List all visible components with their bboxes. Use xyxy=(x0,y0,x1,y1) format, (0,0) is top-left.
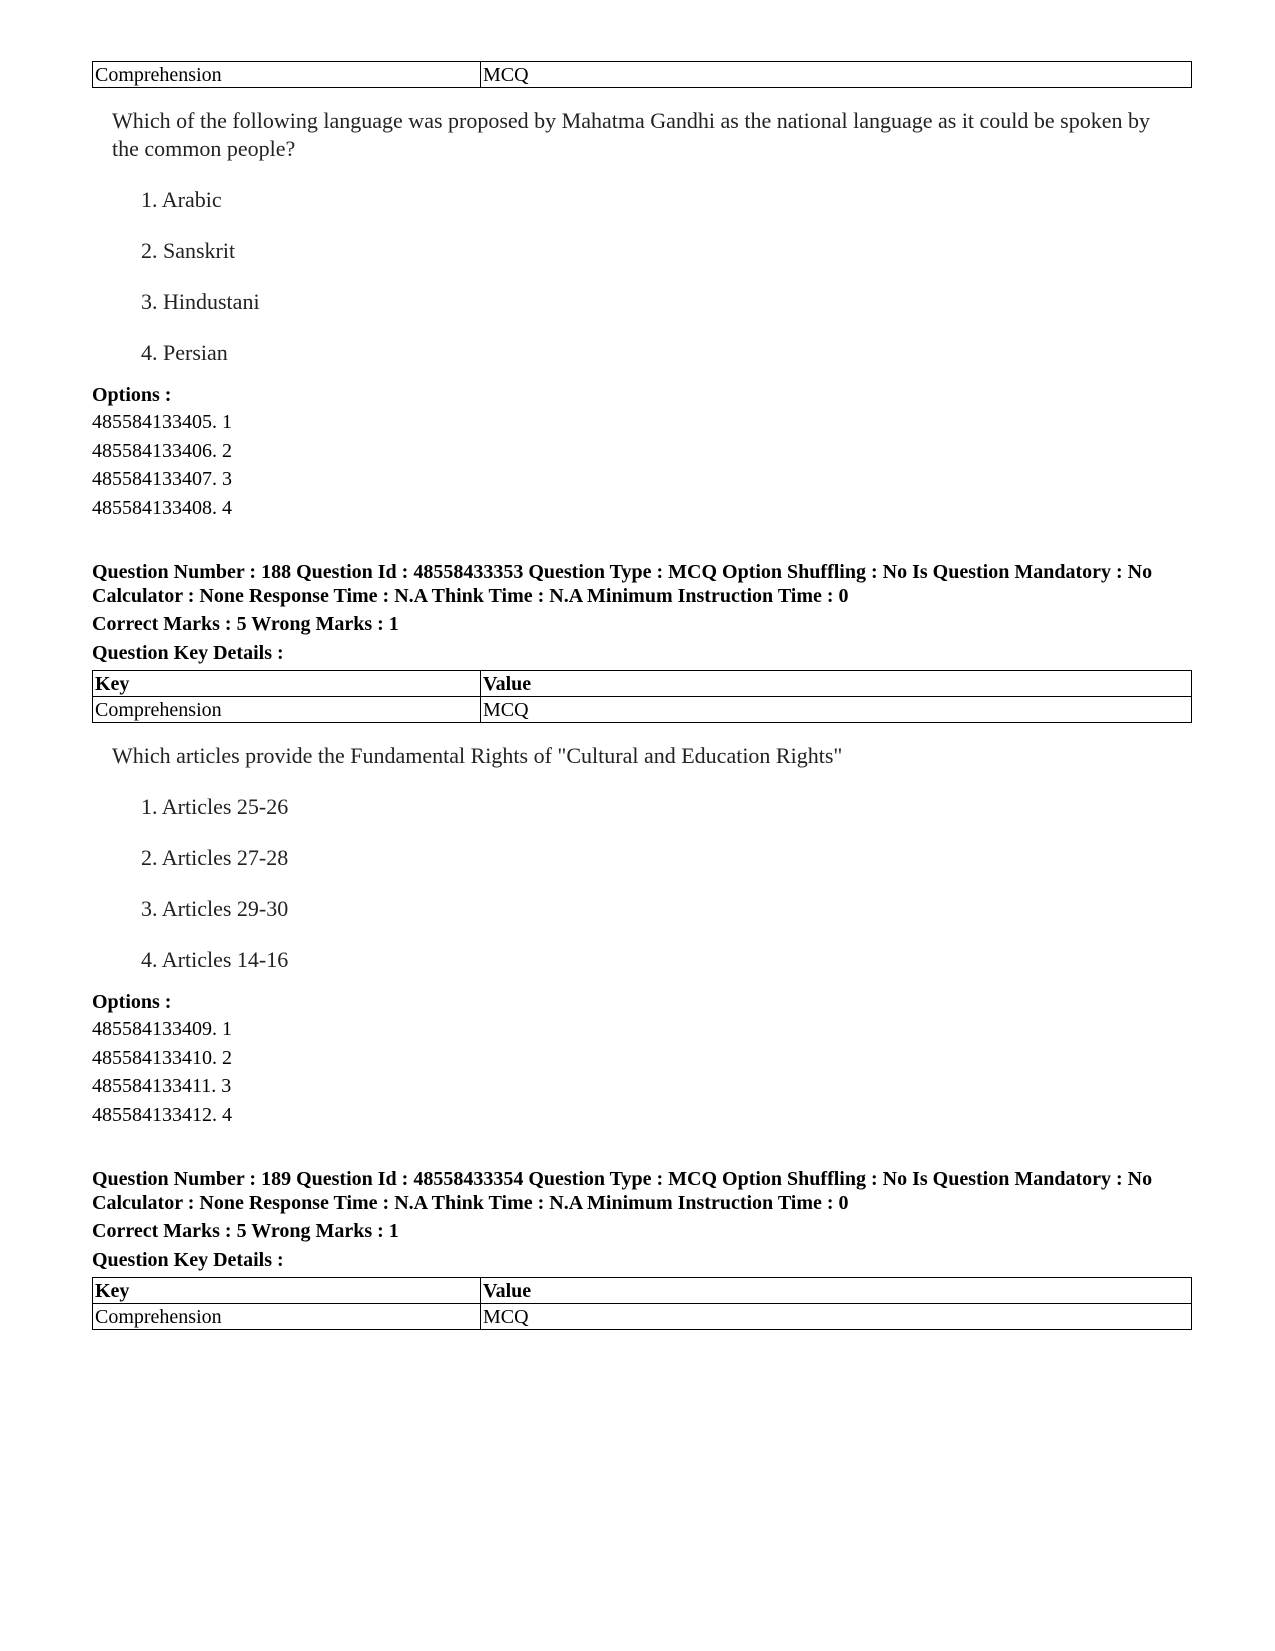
q187-options-title: Options : xyxy=(92,384,172,406)
q187-key-table xyxy=(92,61,1192,88)
table-row xyxy=(93,1304,1192,1330)
value-header: Value xyxy=(481,1278,1192,1304)
key-header: Key xyxy=(93,1278,481,1304)
q188-choice-list xyxy=(92,793,1192,974)
q188-choice-1: 1. Articles 25-26 xyxy=(141,794,289,819)
table-row xyxy=(93,697,1192,723)
value-header: Value xyxy=(481,671,1192,697)
q188-choice-4: 4. Articles 14-16 xyxy=(141,947,289,972)
q188-options-title: Options : xyxy=(92,991,172,1013)
key-header: Key xyxy=(93,671,481,697)
table-row xyxy=(93,62,1192,88)
value-cell: MCQ xyxy=(481,697,1192,723)
q188-option-4: 485584133412. 4 xyxy=(92,1103,232,1126)
q187-choice-2: 2. Sanskrit xyxy=(141,238,236,263)
q187-option-4: 485584133408. 4 xyxy=(92,496,232,519)
q188-choice-2: 2. Articles 27-28 xyxy=(141,845,289,870)
q187-question-text: Which of the following language was proposed by Mahatma Gandhi as the national language as it could be spoken by the common people? xyxy=(112,108,1151,161)
key-cell: Comprehension xyxy=(93,62,481,88)
value-cell: MCQ xyxy=(481,62,1192,88)
table-header-row xyxy=(93,671,1192,697)
q188-question-text: Which articles provide the Fundamental Rights of "Cultural and Education Rights" xyxy=(112,743,843,768)
q187-choice-4: 4. Persian xyxy=(141,340,228,365)
q188-choice-3: 3. Articles 29-30 xyxy=(141,896,289,921)
q189-marks: Correct Marks : 5 Wrong Marks : 1 xyxy=(92,1220,399,1242)
table-header-row xyxy=(93,1278,1192,1304)
key-cell: Comprehension xyxy=(93,697,481,723)
q188-marks: Correct Marks : 5 Wrong Marks : 1 xyxy=(92,613,399,635)
q187-option-2: 485584133406. 2 xyxy=(92,439,232,462)
q188-option-2: 485584133410. 2 xyxy=(92,1046,232,1069)
key-cell: Comprehension xyxy=(93,1304,481,1330)
q187-choice-list xyxy=(92,186,1192,367)
q187-choice-1: 1. Arabic xyxy=(141,187,222,212)
q188-options-list xyxy=(92,1015,1192,1129)
q189-key-details-title: Question Key Details : xyxy=(92,1248,284,1271)
q189-key-table xyxy=(92,1277,1192,1330)
q187-option-3: 485584133407. 3 xyxy=(92,468,232,490)
q187-choice-3: 3. Hindustani xyxy=(141,289,260,314)
q187-options-list xyxy=(92,408,1192,522)
q188-meta: Question Number : 188 Question Id : 48558433353 Question Type : MCQ Option Shuffling : No Is Question Mandatory : No Calculator : None Response Time : N.A Think Time : N.A Minimum Instruction Time : 0 xyxy=(92,561,1153,607)
q188-option-1: 485584133409. 1 xyxy=(92,1018,232,1040)
q188-key-details-title: Question Key Details : xyxy=(92,641,284,664)
value-cell: MCQ xyxy=(481,1304,1192,1330)
q189-meta: Question Number : 189 Question Id : 48558433354 Question Type : MCQ Option Shuffling : No Is Question Mandatory : No Calculator : None Response Time : N.A Think Time : N.A Minimum Instruction Time : 0 xyxy=(92,1168,1153,1214)
q187-option-1: 485584133405. 1 xyxy=(92,411,232,433)
q188-option-3: 485584133411. 3 xyxy=(92,1075,232,1097)
document-page xyxy=(92,61,1192,1330)
q188-key-table xyxy=(92,670,1192,723)
